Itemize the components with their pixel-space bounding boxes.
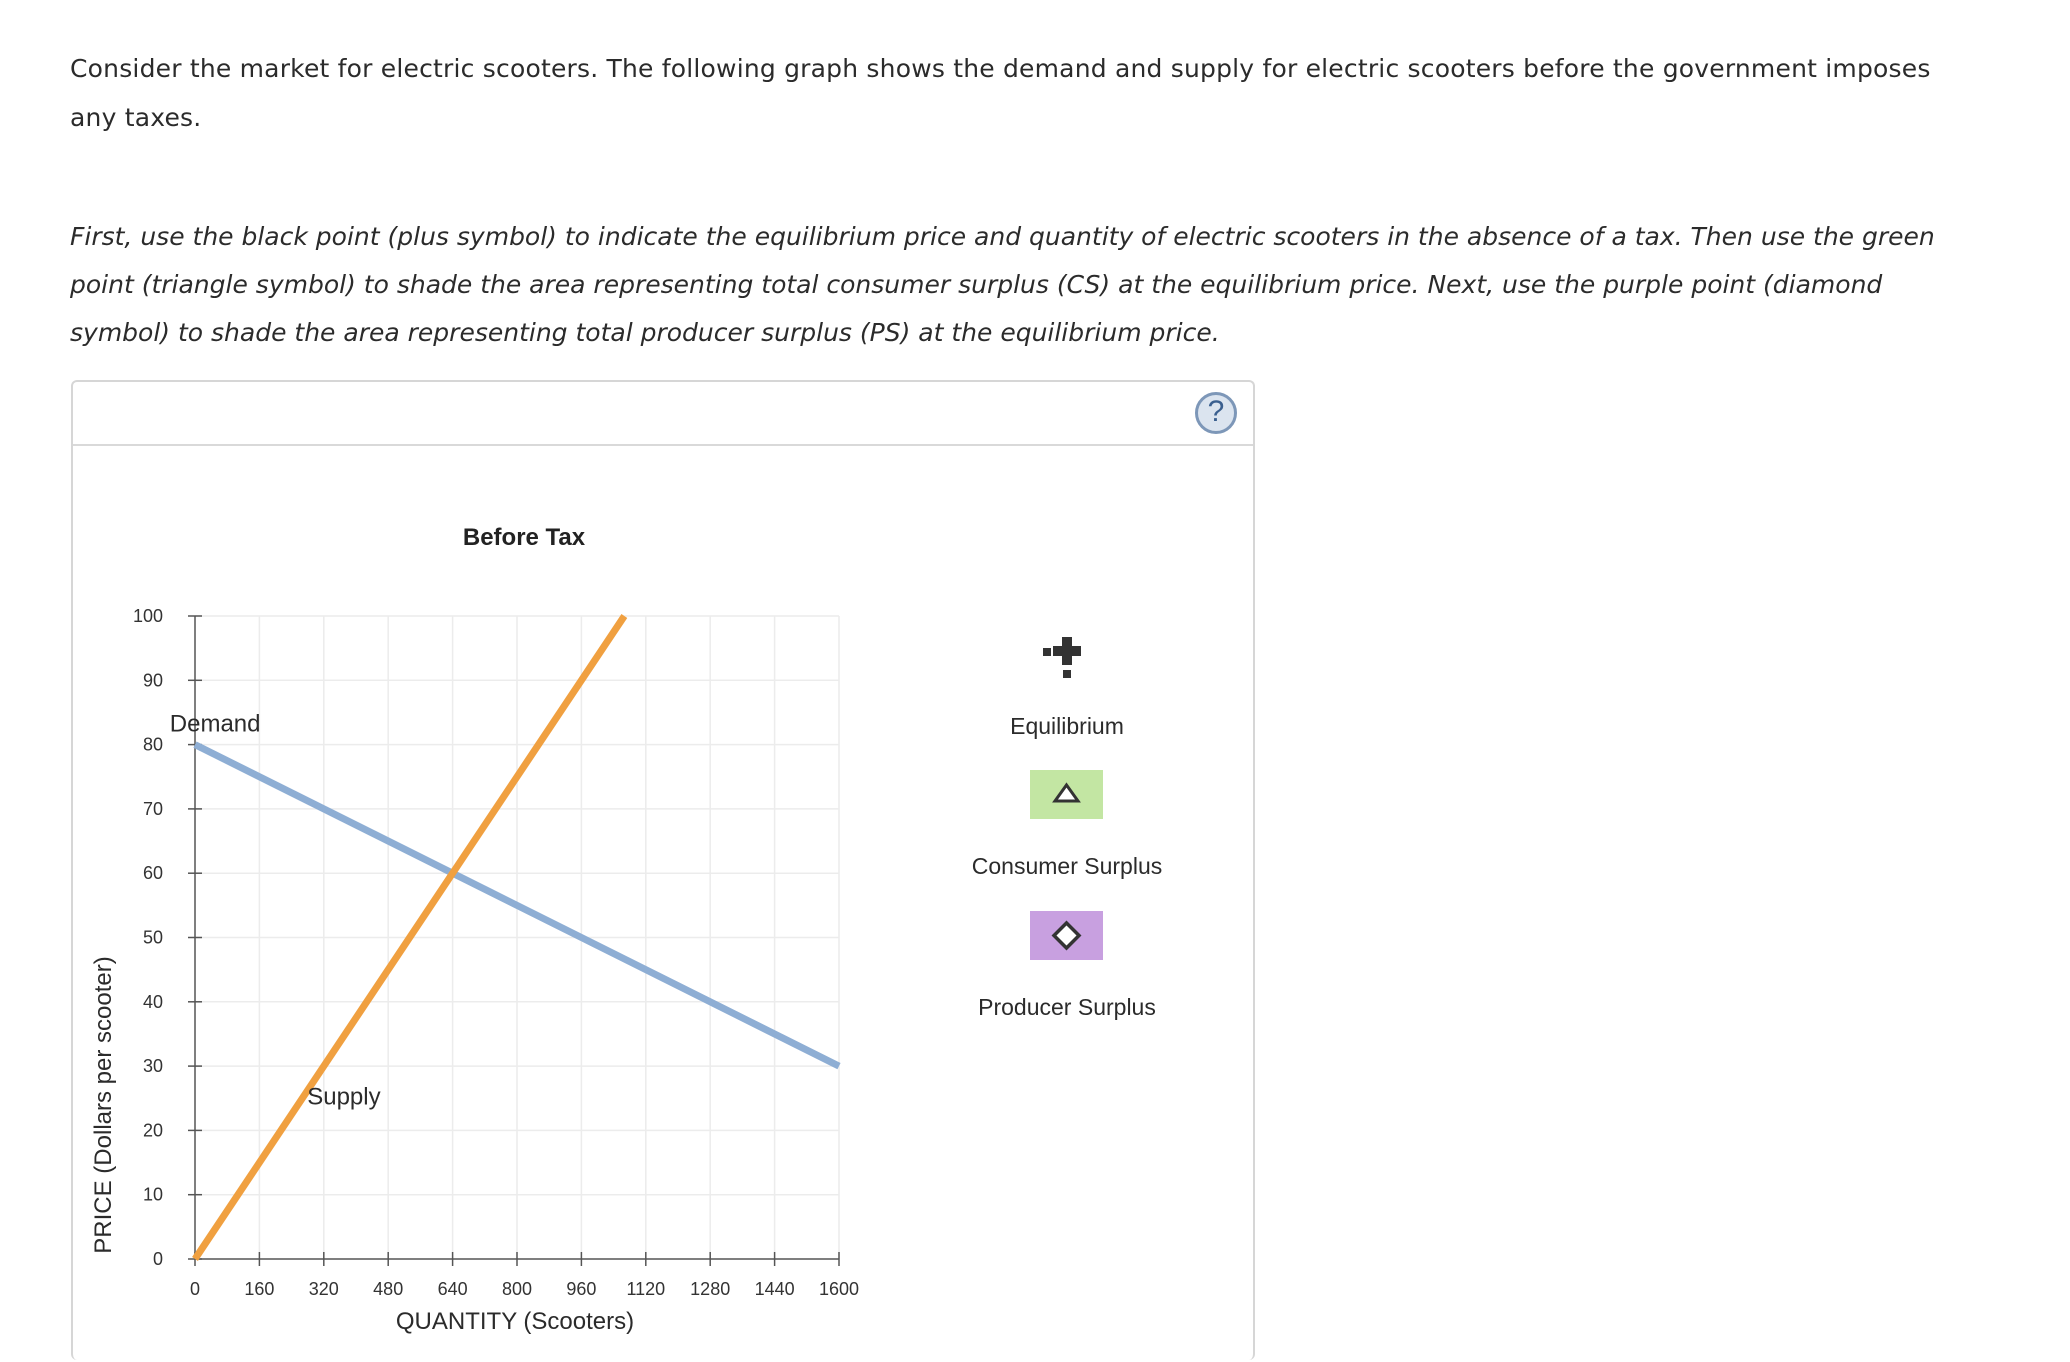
x-tick-label: 800 — [501, 1279, 533, 1299]
y-tick-label: 50 — [142, 927, 163, 948]
x-tick-label: 480 — [373, 1279, 404, 1299]
equilibrium-tool[interactable] — [1010, 637, 1124, 739]
y-tick-label: 0 — [152, 1249, 163, 1269]
question-intro: Consider the market for electric scooters. The following graph shows the demand and supply for electric scooters before the government imposes any taxes. — [70, 54, 1931, 132]
y-axis-title: PRICE (Dollars per scooter) — [90, 956, 117, 1254]
chart-svg — [73, 382, 1253, 1362]
chart-title: Before Tax — [462, 524, 586, 551]
producer-surplus-tool[interactable] — [978, 911, 1156, 1020]
x-tick-label: 320 — [308, 1279, 339, 1299]
x-tick-label: 160 — [244, 1279, 275, 1299]
y-tick-label: 80 — [142, 734, 163, 755]
x-tick-label: 0 — [189, 1279, 201, 1299]
supply-label: Supply — [307, 1083, 381, 1111]
chart-grid — [195, 616, 839, 1259]
x-tick-label: 1600 — [818, 1279, 860, 1299]
y-tick-label: 30 — [142, 1056, 163, 1077]
legend — [972, 637, 1162, 1020]
graph-panel — [71, 380, 1255, 1360]
legend-label-consumer-surplus: Consumer Surplus — [971, 853, 1163, 879]
y-tick-label: 100 — [132, 606, 163, 626]
question-mark-icon: ? — [1207, 395, 1225, 428]
y-tick-label: 20 — [142, 1120, 163, 1141]
y-tick-label: 40 — [142, 991, 163, 1012]
x-axis-title: QUANTITY (Scooters) — [395, 1308, 635, 1335]
x-tick-label: 640 — [437, 1279, 468, 1299]
consumer-surplus-tool[interactable] — [972, 770, 1162, 879]
legend-label-equilibrium: Equilibrium — [1010, 713, 1124, 739]
y-tick-label: 60 — [142, 863, 163, 884]
x-tick-label: 1280 — [690, 1279, 731, 1299]
y-tick-label: 10 — [142, 1184, 163, 1205]
legend-label-producer-surplus: Producer Surplus — [978, 994, 1156, 1020]
x-tick-label: 1120 — [626, 1279, 666, 1299]
x-tick-label: 960 — [566, 1279, 597, 1299]
plus-icon — [1043, 637, 1081, 678]
demand-label: Demand — [169, 710, 261, 738]
x-tick-label: 1440 — [754, 1279, 795, 1299]
y-tick-label: 70 — [142, 798, 163, 819]
question-instructions: First, use the black point (plus symbol) to indicate the equilibrium price and quantity of electric scooters in the absence of a tax. Then use the green point (triangle symbol) to shade the area representing total consumer surplus (CS) at the equilibrium price. Next, use the purple point (diamond symbol) to shade the area representing total producer surplus (PS) at the equilibrium price. — [70, 222, 1935, 347]
y-tick-label: 90 — [142, 670, 163, 691]
